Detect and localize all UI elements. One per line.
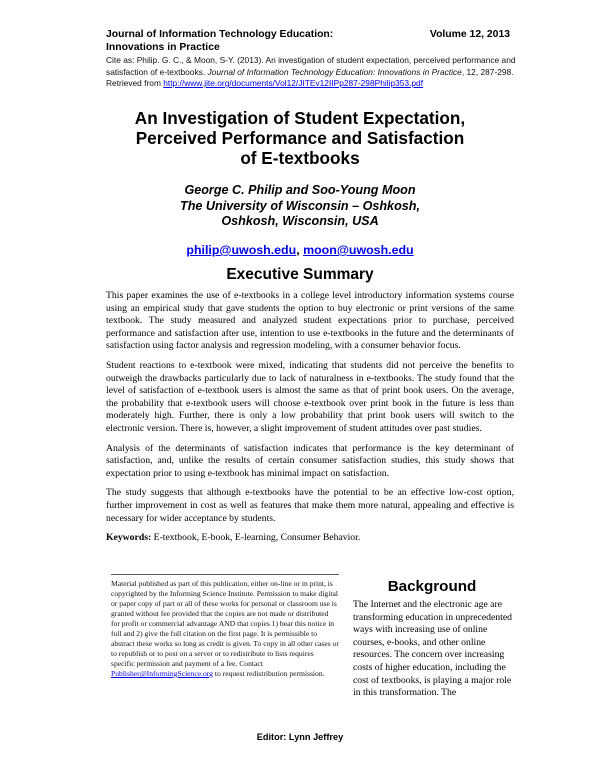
footnote-text: Material published as part of this publication, either on-line or in print, is copyrighted by the Informing Science Institute. Permission to make digital or paper copy of part or all of these works for personal or classroom use is granted without fee provided that the copies are not made or distributed for profit or commercial advantage AND that copies 1) bear this notice in full and 2) give the full citation on the first page. It is permissible to abstract these works so long as credit is given. To copy in all other cases or to republish or to post on a server or to redistribute to lists requires specific permission and payment of a fee. Contact bbox=[111, 579, 339, 668]
author-emails bbox=[100, 243, 500, 258]
email-separator: , bbox=[296, 243, 304, 257]
affiliation-line-1: The University of Wisconsin – Oshkosh, bbox=[180, 198, 420, 213]
citation-prefix: Cite as: Philip. G. C., & Moon, S-Y. (2013). An investigation of student expectation, perceived performance and satisfaction of e-textbooks. bbox=[106, 55, 516, 77]
editor-credit: Editor: Lynn Jeffrey bbox=[256, 732, 344, 742]
background-text: The Internet and the electronic age are transforming education in unprecedented ways with increasing use of online courses, e-books, and other online resources. The concern over increasing costs of higher education, including the cost of textbooks, is playing a major role in this transformation. The bbox=[353, 599, 512, 699]
summary-paragraph: The study suggests that although e-textbooks have the potential to be an effective low-cost option, further improvement in cost as well as features that make them more natural, appealing and effective is necessary for wider acceptance by students. bbox=[106, 487, 514, 524]
affiliation-line-2: Oshkosh, Wisconsin, USA bbox=[221, 214, 379, 228]
keywords bbox=[106, 532, 514, 545]
summary-paragraph: Analysis of the determinants of satisfaction indicates that performance is the key determinant of satisfaction, and, unlike the results of certain consumer satisfaction studies, this study shows that expectation prior to using e-textbook has minimal impact on satisfaction. bbox=[106, 442, 514, 479]
executive-summary-heading: Executive Summary bbox=[226, 266, 374, 283]
footnote-divider bbox=[111, 574, 339, 575]
journal-header bbox=[106, 28, 510, 54]
citation-url-link[interactable]: http://www.jite.org/documents/Vol12/JITEv12IIPp287-298Philip353.pdf bbox=[163, 78, 424, 88]
title-line-3: of E-textbooks bbox=[240, 148, 360, 168]
publisher-email-link[interactable]: Publisher@InformingScience.org bbox=[111, 669, 213, 678]
citation-journal: Journal of Information Technology Education: Innovations in Practice bbox=[207, 66, 462, 77]
journal-name-line2: Innovations in Practice bbox=[106, 42, 220, 53]
summary-paragraph: This paper examines the use of e-textbooks in a college level introductory information systems course using an empirical study that gave students the option to buy electronic or print versions of the same textbook. The study measured and analyzed student expectations prior to purchase, perceived performance and satisfaction after use, intention to use e-textbooks in the future and the determinants of satisfaction using factor analysis and regression modeling, with a consumer behavior focus. bbox=[106, 290, 514, 352]
keywords-label: Keywords: bbox=[106, 532, 152, 544]
citation-details: , 12, 287-298. Retrieved from bbox=[106, 66, 514, 88]
footnote-text-end: to request redistribution permission. bbox=[212, 669, 325, 678]
summary-paragraph: Student reactions to e-textbook were mixed, indicating that students did not perceive the benefits to outweigh the drawbacks particularly due to lack of naturalness in e-textbooks. The study found that the level of satisfaction of e-textbook users is almost the same as that of print book users. On the average, the probability that e-textbook users will choose e-textbook over print book in the future is less than moderately high. Further, there is only a low probability that print book users will switch to the electronic version. There is, however, a slight improvement of student attitudes over past studies. bbox=[106, 359, 514, 434]
citation-block bbox=[106, 55, 516, 90]
keywords-list: E-textbook, E-book, E-learning, Consumer Behavior. bbox=[151, 532, 361, 544]
background-heading: Background bbox=[387, 578, 477, 595]
journal-name-line1: Journal of Information Technology Education: bbox=[106, 29, 334, 40]
paper-title bbox=[100, 108, 500, 168]
email-link-moon[interactable]: moon@uwosh.edu bbox=[303, 243, 414, 257]
title-line-2: Perceived Performance and Satisfaction bbox=[135, 128, 465, 148]
email-link-philip[interactable]: philip@uwosh.edu bbox=[186, 243, 297, 257]
title-line-1: An Investigation of Student Expectation, bbox=[134, 108, 466, 128]
executive-summary-body bbox=[106, 290, 514, 552]
author-names: George C. Philip and Soo-Young Moon bbox=[184, 183, 416, 197]
volume-label: Volume 12, 2013 bbox=[429, 29, 510, 40]
copyright-footnote bbox=[111, 579, 339, 679]
author-block bbox=[100, 183, 500, 230]
